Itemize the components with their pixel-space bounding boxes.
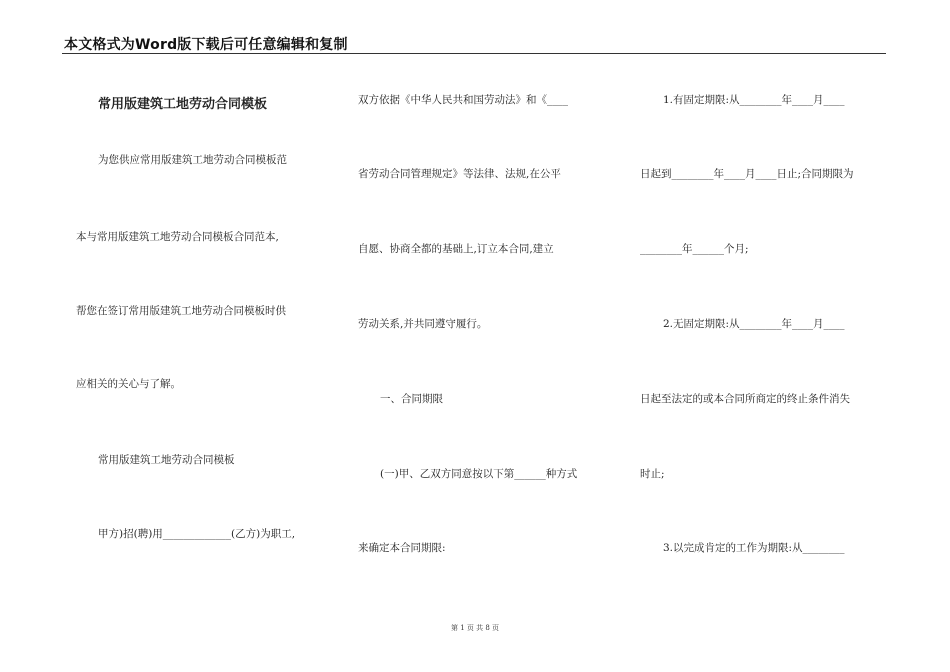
header-rule xyxy=(62,53,886,54)
col2-line: 来确定本合同期限: xyxy=(358,542,446,554)
col3-line: 3.以完成肯定的工作为期限:从________ xyxy=(663,542,845,554)
page-number-footer: 第 1 页 共 8 页 xyxy=(450,624,500,632)
col3-line: 日起至法定的或本合同所商定的终止条件消失 xyxy=(640,393,850,405)
col3-line: 1.有固定期限:从________年____月____ xyxy=(663,94,845,106)
col1-line: 甲方)招(聘)用_____________(乙方)为职工, xyxy=(98,528,296,540)
document-title: 常用版建筑工地劳动合同模板 xyxy=(98,97,268,112)
col1-line: 常用版建筑工地劳动合同模板 xyxy=(98,454,235,466)
col2-line: 一、合同期限 xyxy=(380,393,443,405)
col1-line: 为您供应常用版建筑工地劳动合同模板范 xyxy=(98,154,287,166)
col2-line: 省劳动合同管理规定》等法律、法规,在公平 xyxy=(358,168,561,180)
col2-line: 劳动关系,并共同遵守履行。 xyxy=(358,318,488,330)
col2-line: (一)甲、乙双方同意按以下第______种方式 xyxy=(380,468,578,480)
col3-line: 2.无固定期限:从________年____月____ xyxy=(663,318,845,330)
col2-line: 双方依据《中华人民共和国劳动法》和《____ xyxy=(358,94,568,106)
col1-line: 帮您在签订常用版建筑工地劳动合同模板时供 xyxy=(76,305,286,317)
col2-line: 自愿、协商全都的基础上,订立本合同,建立 xyxy=(358,243,554,255)
download-notice-header: 本文格式为Word版下载后可任意编辑和复制 xyxy=(64,37,348,53)
col3-line: 时止; xyxy=(640,468,665,480)
col3-line: ________年______个月; xyxy=(640,243,749,255)
col1-line: 本与常用版建筑工地劳动合同模板合同范本, xyxy=(76,231,279,243)
col3-line: 日起到________年____月____日止;合同期限为 xyxy=(640,168,854,180)
col1-line: 应相关的关心与了解。 xyxy=(76,378,181,390)
